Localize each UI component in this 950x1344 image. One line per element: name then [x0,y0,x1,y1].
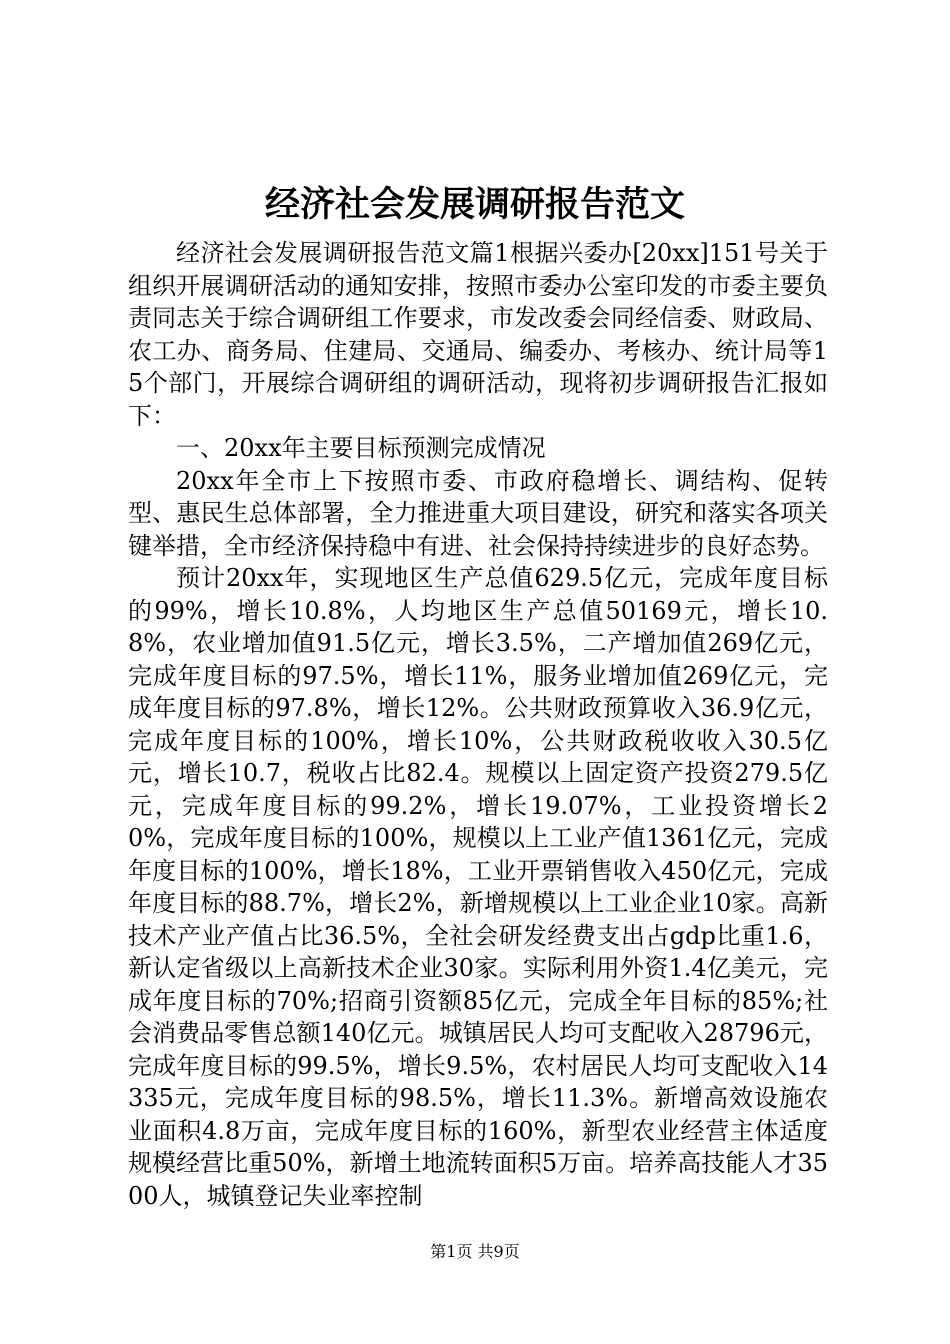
document-body [128,237,828,1212]
page-number-footer: 第1页 共9页 [430,1242,520,1261]
document-title: 经济社会发展调研报告范文 [264,184,685,225]
paragraph-indicators: 预计20xx年，实现地区生产总值629.5亿元，完成年度目标的99%，增长10.8%，人均地区生产总值50169元，增长10.8%，农业增加值91.5亿元，增长3.5%，二产增加值269亿元，完成年度目标的97.5%，增长11%，服务业增加值269亿元，完成年度目标的97.8%，增长12%。公共财政预算收入36.9亿元，完成年度目标的100%，增长10%，公共财政税收收入30.5亿元，增长10.7，税收占比82.4。规模以上固定资产投资279.5亿元，完成年度目标的99.2%，增长19.07%，工业投资增长20%，完成年度目标的100%，规模以上工业产值1361亿元，完成年度目标的100%，增长18%，工业开票销售收入450亿元，完成年度目标的88.7%，增长2%，新增规模以上工业企业10家。高新技术产业产值占比36.5%，全社会研发经费支出占gdp比重1.6，新认定省级以上高新技术企业30家。实际利用外资1.4亿美元，完成年度目标的70%;招商引资额85亿元，完成全年目标的85%;社会消费品零售总额140亿元。城镇居民人均可支配收入28796元，完成年度目标的99.5%，增长9.5%，农村居民人均可支配收入14335元，完成年度目标的98.5%，增长11.3%。新增高效设施农业面积4.8万亩，完成年度目标的160%，新型农业经营主体适度规模经营比重50%，新增土地流转面积5万亩。培养高技能人才3500人，城镇登记失业率控制 [128,564,828,1210]
paragraph-overview: 20xx年全市上下按照市委、市政府稳增长、调结构、促转型、惠民生总体部署，全力推进重大项目建设，研究和落实各项关键举措，全市经济保持稳中有进、社会保持持续进步的良好态势。 [128,466,828,560]
section-heading: 一、20xx年主要目标预测完成情况 [176,434,546,462]
paragraph-intro: 经济社会发展调研报告范文篇1根据兴委办[20xx]151号关于组织开展调研活动的通知安排，按照市委办公室印发的市委主要负责同志关于综合调研组工作要求，市发改委会同经信委、财政局、农工办、商务局、住建局、交通局、编委办、考核办、统计局等15个部门，开展综合调研组的调研活动，现将初步调研报告汇报如下： [128,239,828,430]
